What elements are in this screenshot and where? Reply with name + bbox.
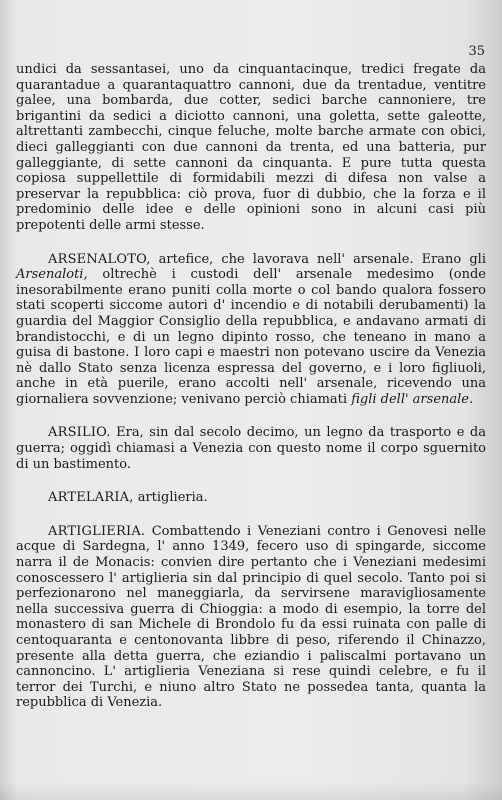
paragraph-text: undici da sessantasei, uno da cinquantacinque, tredici fregate da quarantadue a quarantaquattro cannoni, due da trentadue, ventitre galee, una bombarda, due cotter, sedici barche cannoniere, tre brigantini da sedici a diciotto cannoni, una goletta, sette galeotte, altrettanti zambecchi, cinque feluche, molte barche armate con obici, dieci galleggianti con due cannoni da trenta, ed una batteria, pur galleggiante, di sette cannoni da cinquanta. E pure tutta questa copiosa suppellettile di formidabili mezzi di difesa non valse a preservar la repubblica: ciò prova, fuor di dubbio, che la forza e il predominio delle idee e delle opinioni sono in alcuni casi più prepotenti delle armi stesse. xyxy=(16,62,486,233)
entry-text: artefice, che lavorava nell' arsenale. Erano gli xyxy=(150,251,486,267)
page-number: 35 xyxy=(468,44,485,59)
entry-headword: ARSENALOTO, xyxy=(48,251,151,267)
paragraph-gap xyxy=(16,472,486,490)
italic-term: figli dell' arsenale. xyxy=(351,391,474,407)
entry-headword: ARTELARIA, xyxy=(48,490,134,506)
entry-artiglieria xyxy=(16,524,486,711)
page-shadow xyxy=(0,782,502,800)
entry-headword: ARTIGLIERIA. xyxy=(48,523,146,539)
entry-headword: ARSILIO. xyxy=(48,425,111,441)
paragraph-gap xyxy=(16,234,486,252)
entry-text: Combattendo i Veneziani contro i Genovesi nelle acque di Sardegna, l' anno 1349, fecero uso di spingarde, siccome narra il de Monacis: convien dire pertanto che i Veneziani medesimi conoscessero l' artiglieria sin dal principio di quel secolo. Tanto poi si perfezionarono nel maneggiarla, da servirsene maravigliosamente nella successiva guerra di Chioggia: a modo di esempio, la torre del monastero di san Michele di Brondolo fu da essi ruinata con palle di centoquaranta e centonovanta libbre di peso, riferendo il Chinazzo, presente alla detta guerra, che eziandio i paliscalmi portavano un cannoncino. L' artiglieria Veneziana si rese quindi celebre, e fu il terror dei Turchi, e niuno altro Stato ne possedea tanta, quanta la repubblica di Venezia. xyxy=(16,523,486,711)
italic-term: Arsenaloti, xyxy=(16,267,88,283)
entry-text: Era, sin dal secolo decimo, un legno da trasporto e da guerra; oggidì chiamasi a Venezia con questo nome il corpo sguernito di un bastimento. xyxy=(16,425,486,472)
entry-text: artiglieria. xyxy=(133,490,208,506)
entry-text: oltrechè i custodi dell' arsenale medesimo (onde inesorabilmente erano puniti colla morte o col bando qualora fossero stati scoperti siccome autori d' incendio e di notabili derubamenti) la guardia del Maggior Consiglio della repubblica, e andavano armati di brandistocchi, e di un legno dipinto rosso, che teneano in mano a guisa di bastone. I loro capi e maestri non potevano uscire da Venezia nè dallo Stato senza licenza espressa del governo, e i loro figliuoli, anche in età puerile, erano accolti nell' arsenale, ricevendo una giornaliera sovvenzione; venivano perciò chiamati xyxy=(16,267,486,407)
page-text xyxy=(16,62,486,711)
entry-arsenaloto xyxy=(16,252,486,408)
paragraph-gap xyxy=(16,506,486,524)
entry-arsilio xyxy=(16,425,486,472)
paragraph-gap xyxy=(16,407,486,425)
entry-artelaria xyxy=(16,490,486,506)
continued-paragraph xyxy=(16,62,486,234)
